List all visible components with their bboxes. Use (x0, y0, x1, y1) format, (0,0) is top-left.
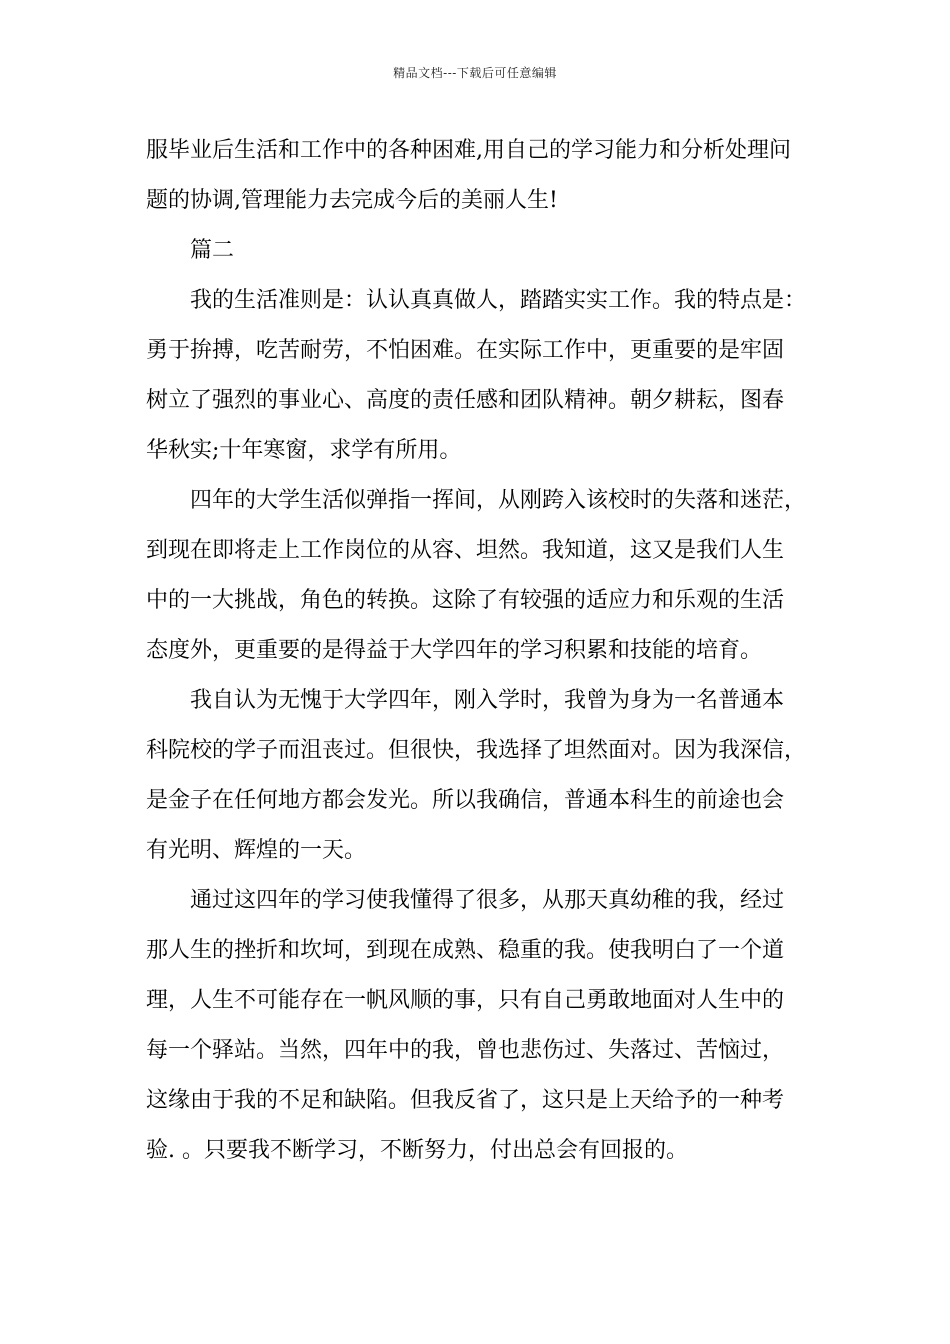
text-line: 中的一大挑战，角色的转换。这除了有较强的适应力和乐观的生活 (146, 588, 785, 613)
text-line: 理，人生不可能存在一帆风顺的事，只有自己勇敢地面对人生中的 (146, 988, 785, 1013)
document-body (146, 126, 826, 1176)
text-line: 服毕业后生活和工作中的各种困难,用自己的学习能力和分析处理问 (146, 138, 791, 163)
text-line: 是金子在任何地方都会发光。所以我确信，普通本科生的前途也会 (146, 788, 785, 813)
text-line: 这缘由于我的不足和缺陷。但我反省了，这只是上天给予的一种考 (146, 1088, 785, 1113)
text-line: 态度外，更重要的是得益于大学四年的学习积累和技能的培育。 (146, 638, 763, 663)
text-line: 华秋实;十年寒窗，求学有所用。 (146, 438, 462, 463)
text-line: 我自认为无愧于大学四年，刚入学时，我曾为身为一名普通本 (190, 688, 785, 713)
text-line: 题的协调,管理能力去完成今后的美丽人生! (146, 188, 558, 213)
text-line: 四年的大学生活似弹指一挥间，从刚跨入该校时的失落和迷茫， (190, 488, 807, 513)
text-line: 验. 。只要我不断学习，不断努力，付出总会有回报的。 (146, 1138, 688, 1163)
page-header: 精品文档---下载后可任意编辑 (393, 66, 557, 80)
text-line: 勇于拚搏，吃苦耐劳，不怕困难。在实际工作中，更重要的是牢固 (146, 338, 785, 363)
text-line: 我的生活准则是：认认真真做人，踏踏实实工作。我的特点是： (190, 288, 807, 313)
text-line: 树立了强烈的事业心、高度的责任感和团队精神。朝夕耕耘，图春 (146, 388, 785, 413)
text-line: 科院校的学子而沮丧过。但很快，我选择了坦然面对。因为我深信， (146, 738, 807, 763)
text-line: 每一个驿站。当然，四年中的我，曾也悲伤过、失落过、苦恼过， (146, 1038, 785, 1063)
text-line: 那人生的挫折和坎坷，到现在成熟、稳重的我。使我明白了一个道 (146, 938, 785, 963)
text-line: 到现在即将走上工作岗位的从容、坦然。我知道，这又是我们人生 (146, 538, 785, 563)
text-line: 通过这四年的学习使我懂得了很多，从那天真幼稚的我，经过 (190, 888, 785, 913)
section-heading: 篇二 (190, 238, 235, 263)
text-line: 有光明、辉煌的一天。 (146, 838, 367, 863)
